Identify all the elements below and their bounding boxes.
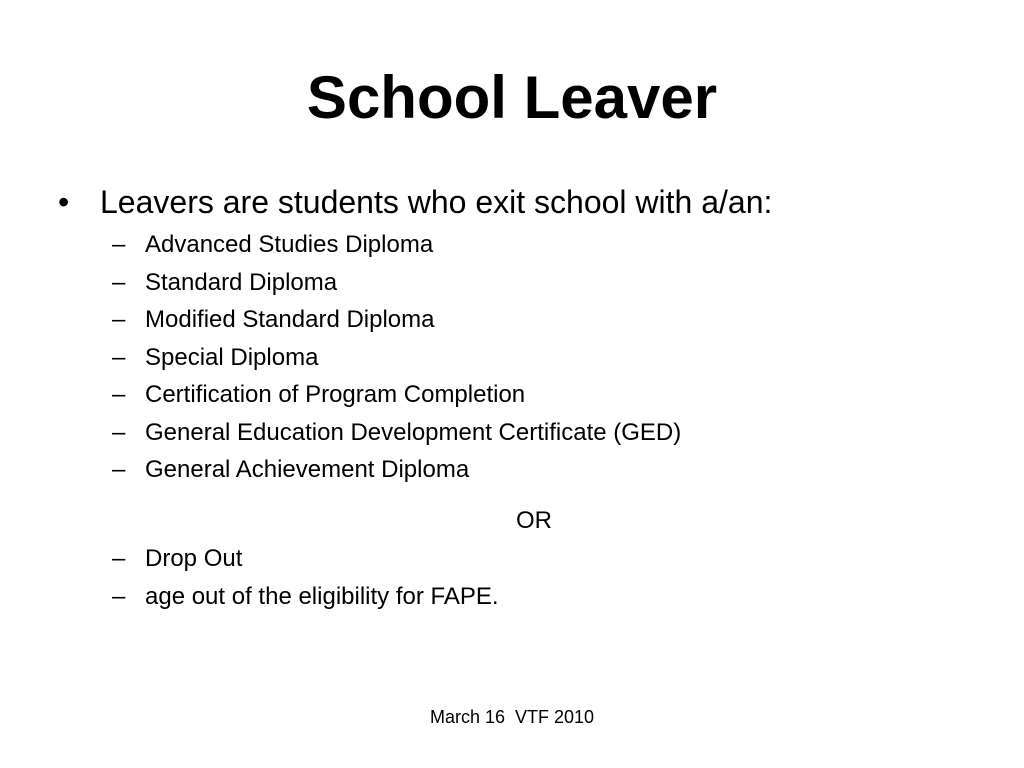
list-item (112, 414, 681, 452)
main-bullet-text: Leavers are students who exit school with a/an: (100, 184, 773, 220)
list-item-text: General Education Development Certificate (GED) (145, 418, 682, 446)
dash-marker: – (112, 268, 126, 296)
or-label: OR (516, 507, 552, 534)
list-item (112, 540, 499, 578)
dash-marker: – (112, 418, 126, 446)
list-item-text: age out of the eligibility for FAPE. (145, 582, 499, 610)
list-item-text: Certification of Program Completion (145, 381, 526, 408)
dash-marker: – (112, 456, 126, 483)
dash-marker: – (112, 306, 126, 333)
slide-title: School Leaver (306, 64, 718, 131)
dash-marker: – (112, 545, 126, 572)
list-item (112, 339, 681, 377)
list-item (112, 376, 681, 414)
list-item-text: Drop Out (145, 545, 243, 572)
dash-marker: – (112, 343, 126, 371)
dash-marker: – (112, 381, 126, 408)
dash-marker: – (112, 582, 126, 610)
list-item-text: Advanced Studies Diploma (145, 231, 434, 258)
list-item (112, 226, 681, 264)
list-item-text: Standard Diploma (145, 268, 338, 296)
list-item (112, 301, 681, 339)
list-item-text: Special Diploma (145, 343, 319, 371)
list-item-text: Modified Standard Diploma (145, 306, 435, 333)
bullet-marker: • (58, 184, 70, 220)
list-item (112, 264, 681, 302)
dash-marker: – (112, 231, 126, 258)
list-item (112, 451, 681, 489)
list-item (112, 578, 499, 616)
list-item-text: General Achievement Diploma (145, 456, 470, 483)
slide-footer: March 16 VTF 2010 (429, 707, 595, 727)
main-bullet (58, 182, 772, 222)
other-exit-list (112, 540, 499, 615)
diploma-list (112, 226, 681, 489)
